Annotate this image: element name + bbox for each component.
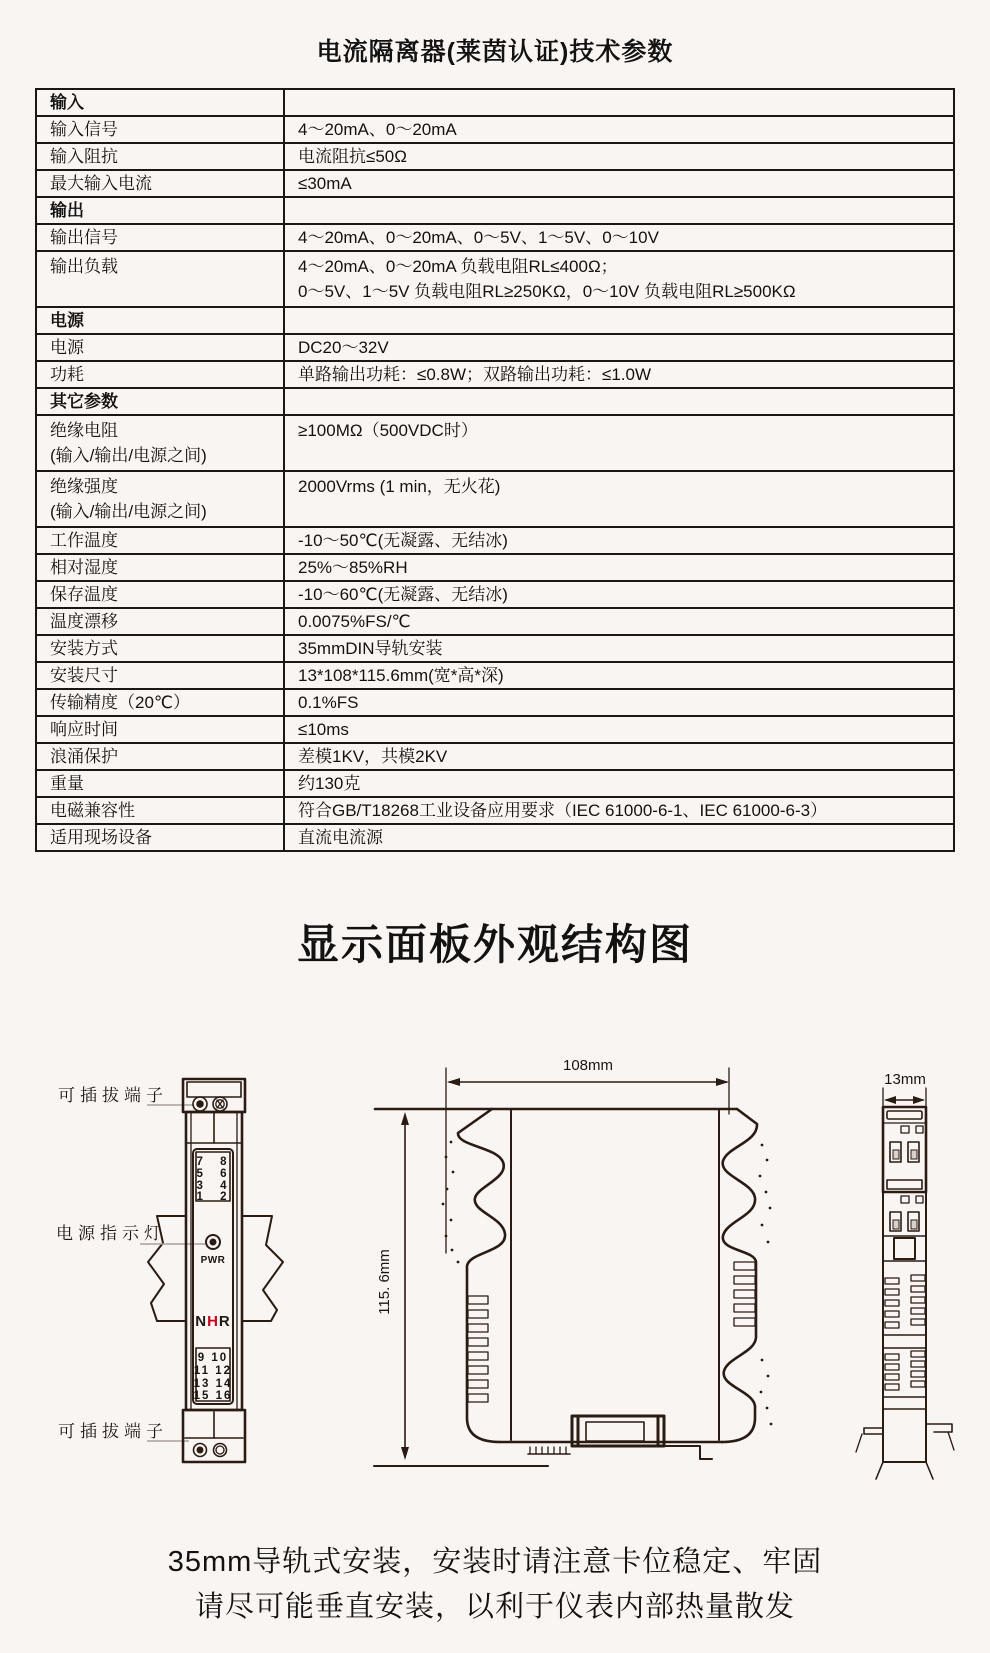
vent-slots-right bbox=[734, 1262, 755, 1326]
table-row bbox=[36, 662, 954, 689]
terminal-screw-icon bbox=[193, 1097, 207, 1111]
table-row bbox=[36, 334, 954, 361]
row-label-line2: (输入/输出/电源之间) bbox=[50, 502, 207, 521]
clip-slider bbox=[894, 1238, 915, 1259]
callout-bottom-terminal: 可插拔端子 bbox=[58, 1422, 168, 1441]
installation-note bbox=[0, 1540, 990, 1630]
front-view bbox=[56, 1079, 283, 1462]
side-profile-view bbox=[374, 1057, 772, 1466]
diagram-section-title: 显示面板外观结构图 bbox=[296, 921, 693, 968]
row-value: -10～50℃(无凝露、无结冰) bbox=[298, 531, 508, 550]
row-label: 绝缘电阻 bbox=[50, 421, 118, 440]
row-value: 单路输出功耗：≤0.8W；双路输出功耗：≤1.0W bbox=[298, 365, 652, 384]
profile-outline bbox=[375, 1109, 757, 1442]
row-label: 输入信号 bbox=[50, 120, 118, 139]
table-row bbox=[36, 824, 954, 851]
vent-slots-left bbox=[468, 1296, 488, 1402]
table-row bbox=[36, 608, 954, 635]
device-body bbox=[186, 1112, 242, 1410]
callout-power-led: 电源指示灯 bbox=[56, 1224, 166, 1243]
row-value: ≤10ms bbox=[298, 720, 349, 739]
dimension-height bbox=[376, 1112, 409, 1460]
installation-note-line2: 请尽可能垂直安装，以利于仪表内部热量散发 bbox=[194, 1591, 795, 1623]
table-row bbox=[36, 716, 954, 743]
row-label: 电磁兼容性 bbox=[50, 801, 135, 820]
dimension-depth bbox=[883, 1071, 926, 1106]
svg-text:5 6: 5 6 bbox=[196, 1168, 234, 1180]
page-title: 电流隔离器(莱茵认证)技术参数 bbox=[316, 38, 674, 66]
row-label: 电源 bbox=[50, 311, 84, 330]
row-label: 安装方式 bbox=[50, 639, 118, 658]
din-rail bbox=[148, 1216, 283, 1321]
table-row bbox=[36, 361, 954, 388]
row-value: ≤30mA bbox=[298, 174, 352, 193]
table-row bbox=[36, 797, 954, 824]
row-label: 电源 bbox=[50, 338, 84, 357]
row-label: 相对湿度 bbox=[50, 558, 118, 577]
svg-text:7 8: 7 8 bbox=[196, 1156, 234, 1168]
row-value: ≥100MΩ（500VDC时） bbox=[298, 421, 478, 440]
row-label-line2: (输入/输出/电源之间) bbox=[50, 446, 207, 465]
callout-top-terminal: 可插拔端子 bbox=[58, 1086, 168, 1105]
row-value: 约130克 bbox=[298, 774, 361, 793]
table-row bbox=[36, 471, 954, 527]
row-label: 输入阻抗 bbox=[50, 147, 118, 166]
row-value: 13*108*115.6mm(宽*高*深) bbox=[298, 666, 504, 685]
row-value-line2: 0～5V、1～5V 负载电阻RL≥250KΩ，0～10V 负载电阻RL≥500KΩ bbox=[298, 282, 796, 301]
installation-note-line1: 35mm导轨式安装，安装时请注意卡位稳定、牢固 bbox=[167, 1546, 823, 1578]
row-value: 4～20mA、0～20mA bbox=[298, 120, 457, 139]
row-value: 4～20mA、0～20mA 负载电阻RL≤400Ω； bbox=[298, 257, 618, 276]
table-section-row bbox=[36, 307, 954, 334]
svg-text:1 2: 1 2 bbox=[196, 1191, 234, 1203]
table-row bbox=[36, 743, 954, 770]
row-value: 直流电流源 bbox=[298, 828, 383, 847]
table-section-row bbox=[36, 89, 954, 116]
mounting-feet bbox=[856, 1424, 954, 1479]
terminal-number-grid-bottom bbox=[194, 1348, 233, 1402]
table-row bbox=[36, 554, 954, 581]
row-label: 输出 bbox=[50, 201, 84, 220]
row-value: -10～60℃(无凝露、无结冰) bbox=[298, 585, 508, 604]
table-section-row bbox=[36, 388, 954, 415]
row-label: 其它参数 bbox=[50, 392, 118, 411]
edge-vent-slots-1 bbox=[885, 1275, 925, 1328]
svg-text:115. 6mm: 115. 6mm bbox=[376, 1249, 393, 1315]
row-value: DC20～32V bbox=[298, 338, 389, 357]
table-row bbox=[36, 635, 954, 662]
terminal-screw-icon bbox=[194, 1444, 207, 1457]
svg-text:15 16: 15 16 bbox=[193, 1390, 233, 1402]
row-label: 响应时间 bbox=[50, 720, 118, 739]
svg-text:3 4: 3 4 bbox=[196, 1180, 234, 1192]
row-label: 传输精度（20℃） bbox=[50, 693, 191, 712]
bottom-terminal-block bbox=[183, 1410, 245, 1462]
svg-text:13 14: 13 14 bbox=[193, 1378, 233, 1390]
row-value: 符合GB/T18268工业设备应用要求（IEC 61000-6-1、IEC 61000-6-3） bbox=[298, 801, 828, 820]
svg-text:9 10: 9 10 bbox=[197, 1352, 229, 1364]
terminal-number-grid-top bbox=[196, 1152, 234, 1203]
dimension-width bbox=[446, 1057, 729, 1253]
row-label: 功耗 bbox=[50, 365, 84, 384]
row-value: 25%～85%RH bbox=[298, 558, 408, 577]
row-label: 保存温度 bbox=[50, 585, 118, 604]
row-label: 输入 bbox=[50, 93, 84, 112]
table-row bbox=[36, 527, 954, 554]
power-led-icon bbox=[206, 1235, 220, 1249]
edge-body bbox=[856, 1107, 954, 1479]
row-label: 重量 bbox=[50, 774, 84, 793]
row-value: 35mmDIN导轨安装 bbox=[298, 639, 443, 658]
spec-table bbox=[35, 88, 955, 852]
svg-text:11 12: 11 12 bbox=[193, 1365, 233, 1377]
power-led-label: PWR bbox=[200, 1255, 226, 1266]
row-label: 输出负载 bbox=[50, 257, 118, 276]
edge-view bbox=[856, 1071, 954, 1479]
row-value: 2000Vrms (1 min，无火花) bbox=[298, 477, 501, 496]
row-label: 工作温度 bbox=[50, 531, 118, 550]
table-row bbox=[36, 251, 954, 307]
brand-logo: NHR bbox=[195, 1313, 231, 1330]
table-row bbox=[36, 581, 954, 608]
table-row bbox=[36, 170, 954, 197]
table-row bbox=[36, 224, 954, 251]
edge-vent-slots-2 bbox=[885, 1351, 925, 1390]
clip-teeth bbox=[528, 1447, 570, 1454]
row-label: 最大输入电流 bbox=[50, 174, 152, 193]
svg-text:13mm: 13mm bbox=[884, 1071, 926, 1088]
row-label: 浪涌保护 bbox=[50, 747, 118, 766]
table-row bbox=[36, 689, 954, 716]
row-label: 适用现场设备 bbox=[50, 828, 152, 847]
svg-text:108mm: 108mm bbox=[562, 1057, 614, 1074]
row-value: 差模1KV，共模2KV bbox=[298, 747, 448, 766]
row-label: 安装尺寸 bbox=[50, 666, 118, 685]
row-value: 0.0075%FS/℃ bbox=[298, 612, 411, 631]
row-label: 输出信号 bbox=[50, 228, 118, 247]
row-label: 温度漂移 bbox=[50, 612, 118, 631]
structure-diagram bbox=[0, 1000, 990, 1480]
row-value: 0.1%FS bbox=[298, 693, 359, 712]
table-row bbox=[36, 143, 954, 170]
row-value: 4～20mA、0～20mA、0～5V、1～5V、0～10V bbox=[298, 228, 659, 247]
terminal-screw-icon bbox=[213, 1097, 227, 1111]
terminal-screw-icon bbox=[214, 1444, 227, 1457]
row-label: 绝缘强度 bbox=[50, 477, 118, 496]
row-value: 电流阻抗≤50Ω bbox=[298, 147, 407, 166]
table-row bbox=[36, 116, 954, 143]
table-section-row bbox=[36, 197, 954, 224]
table-row bbox=[36, 415, 954, 471]
top-terminal-block bbox=[183, 1079, 245, 1112]
table-row bbox=[36, 770, 954, 797]
